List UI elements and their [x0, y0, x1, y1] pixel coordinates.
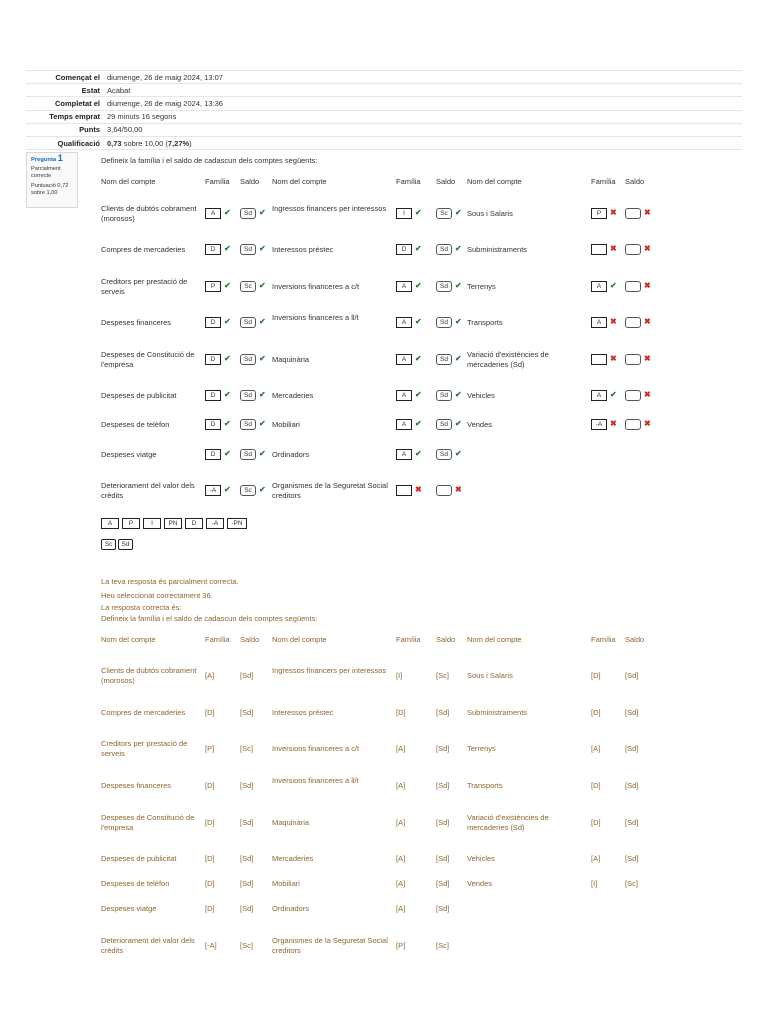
correct-balance: [Sd] [625, 708, 639, 717]
correct-balance: [Sd] [625, 671, 639, 680]
family-drop-box[interactable] [591, 244, 607, 255]
correct-balance: [Sc] [240, 941, 253, 950]
correct-account-name: Ordinadors [272, 904, 310, 913]
correct-account-name: Sous i Salaris [467, 671, 513, 680]
family-drop-box[interactable]: D [205, 419, 221, 430]
correct-check-icon: ✔ [455, 208, 462, 217]
header-family: Família [591, 177, 616, 186]
summary-row-grade: Qualificació 0,73 sobre 10,00 (7,27%) [26, 136, 742, 150]
correct-check-icon: ✔ [455, 281, 462, 290]
family-drop-box[interactable]: A [396, 390, 412, 401]
correct-header-account-name: Nom del compte [272, 635, 327, 644]
correct-account-name: Maquinària [272, 818, 310, 827]
correct-header-family: Família [591, 635, 616, 644]
family-choice-chip[interactable]: A [101, 518, 119, 529]
incorrect-cross-icon: ✖ [610, 244, 617, 253]
balance-drop-box[interactable]: Sd [240, 419, 256, 430]
incorrect-cross-icon: ✖ [644, 281, 651, 290]
incorrect-cross-icon: ✖ [644, 390, 651, 399]
family-drop-box[interactable] [591, 354, 607, 365]
summary-row-time: Temps emprat 29 minuts 16 segons [26, 110, 742, 123]
correct-account-name: Terrenys [467, 744, 496, 753]
balance-drop-box[interactable] [625, 244, 641, 255]
balance-drop-box[interactable] [625, 208, 641, 219]
balance-drop-box[interactable] [625, 317, 641, 328]
account-name: Creditors per prestació de serveis [101, 277, 188, 296]
correct-balance: [Sc] [240, 744, 253, 753]
correct-account-name: Mercaderies [272, 854, 314, 863]
correct-account-name: Deteriorament del valor dels crèdits [101, 936, 195, 955]
correct-header-balance: Saldo [240, 635, 260, 644]
question-info [26, 152, 78, 208]
incorrect-cross-icon: ✖ [644, 354, 651, 363]
correct-account-name: Vendes [467, 879, 493, 888]
correct-balance: [Sc] [625, 879, 638, 888]
correct-family: [D] [205, 854, 215, 863]
family-drop-box[interactable]: D [205, 449, 221, 460]
incorrect-cross-icon: ✖ [610, 317, 617, 326]
correct-family: [P] [396, 941, 406, 950]
correct-check-icon: ✔ [415, 449, 422, 458]
correct-check-icon: ✔ [259, 449, 266, 458]
account-name: Mobiliari [272, 420, 300, 429]
correct-check-icon: ✔ [415, 281, 422, 290]
incorrect-cross-icon: ✖ [415, 485, 422, 494]
correct-family: [D] [591, 708, 601, 717]
correct-family: [A] [396, 818, 406, 827]
family-drop-box[interactable]: D [205, 354, 221, 365]
account-name: Despeses de publicitat [101, 391, 177, 400]
account-name: Despeses viatge [101, 450, 157, 459]
feedback-selected: Heu seleccionat correctament 36. [101, 591, 213, 600]
correct-family: [D] [205, 708, 215, 717]
correct-check-icon: ✔ [224, 317, 231, 326]
correct-check-icon: ✔ [259, 208, 266, 217]
correct-balance: [Sd] [436, 879, 450, 888]
correct-balance: [Sd] [436, 781, 450, 790]
correct-family: [D] [205, 818, 215, 827]
correct-account-name: Ingressos financers per interessos [272, 666, 387, 675]
summary-row-started: Començat el diumenge, 26 de maig 2024, 13:07 [26, 70, 742, 83]
family-drop-box[interactable]: A [591, 281, 607, 292]
summary-row-completed: Completat el diumenge, 26 de maig 2024, 13:36 [26, 96, 742, 109]
family-drop-box[interactable]: A [591, 317, 607, 328]
correct-family: [A] [396, 904, 406, 913]
balance-drop-box[interactable]: Sc [436, 208, 452, 219]
header-balance: Saldo [625, 177, 645, 186]
correct-check-icon: ✔ [455, 390, 462, 399]
correct-family: [D] [205, 781, 215, 790]
correct-family: [D] [205, 879, 215, 888]
correct-account-name: Variació d'existències de mercaderies (Sd) [467, 813, 549, 832]
header-balance: Saldo [240, 177, 260, 186]
header-family: Família [205, 177, 230, 186]
account-name: Inversions financeres a c/t [272, 282, 360, 291]
family-drop-box[interactable] [396, 485, 412, 496]
correct-check-icon: ✔ [415, 317, 422, 326]
family-drop-box[interactable]: A [396, 354, 412, 365]
question-score: Puntuació 0,72 sobre 1,00 [31, 183, 69, 196]
incorrect-cross-icon: ✖ [610, 419, 617, 428]
correct-family: [A] [591, 744, 601, 753]
correct-balance: [Sd] [240, 781, 254, 790]
header-balance: Saldo [436, 177, 456, 186]
correct-balance: [Sd] [625, 781, 639, 790]
correct-check-icon: ✔ [224, 354, 231, 363]
correct-account-name: Organismes de la Seguretat Social creditors [272, 936, 388, 955]
correct-account-name: Inversions financeres a c/t [272, 744, 360, 753]
correct-account-name: Despeses de telèfon [101, 879, 170, 888]
correct-header-account-name: Nom del compte [467, 635, 522, 644]
family-drop-box[interactable]: D [205, 317, 221, 328]
balance-drop-box[interactable]: Sc [240, 281, 256, 292]
correct-check-icon: ✔ [455, 449, 462, 458]
header-account-name: Nom del compte [272, 177, 327, 186]
correct-balance: [Sd] [240, 671, 254, 680]
family-choice-chip[interactable]: -A [206, 518, 224, 529]
account-name: Organismes de la Seguretat Social creditors [272, 481, 388, 500]
correct-check-icon: ✔ [610, 281, 617, 290]
correct-account-name: Despeses viatge [101, 904, 157, 913]
family-choice-chip[interactable]: I [143, 518, 161, 529]
account-name: Subministraments [467, 245, 528, 254]
incorrect-cross-icon: ✖ [644, 317, 651, 326]
family-drop-box[interactable]: -A [591, 419, 607, 430]
account-name: Interessos préstec [272, 245, 334, 254]
correct-balance: [Sd] [625, 744, 639, 753]
correct-family: [A] [396, 879, 406, 888]
correct-check-icon: ✔ [259, 281, 266, 290]
header-family: Família [396, 177, 421, 186]
balance-drop-box[interactable]: Sd [436, 317, 452, 328]
correct-header-family: Família [205, 635, 230, 644]
correct-family: [P] [205, 744, 215, 753]
correct-header-balance: Saldo [436, 635, 456, 644]
correct-family: [A] [396, 744, 406, 753]
account-name: Deteriorament del valor dels crèdits [101, 481, 195, 500]
correct-account-name: Despeses financeres [101, 781, 172, 790]
account-name: Ordinadors [272, 450, 310, 459]
balance-drop-box[interactable]: Sd [240, 208, 256, 219]
correct-check-icon: ✔ [224, 449, 231, 458]
incorrect-cross-icon: ✖ [610, 354, 617, 363]
account-name: Vendes [467, 420, 493, 429]
account-name: Terrenys [467, 282, 496, 291]
question-status: Parcialment correcte [31, 166, 61, 179]
correct-balance: [Sd] [240, 904, 254, 913]
account-name: Maquinària [272, 355, 310, 364]
family-drop-box[interactable]: D [396, 244, 412, 255]
balance-drop-box[interactable]: Sd [240, 244, 256, 255]
correct-account-name: Interessos préstec [272, 708, 334, 717]
balance-drop-box[interactable]: Sc [240, 485, 256, 496]
incorrect-cross-icon: ✖ [455, 485, 462, 494]
correct-account-name: Compres de mercaderies [101, 708, 186, 717]
family-drop-box[interactable]: A [591, 390, 607, 401]
correct-family: [I] [396, 671, 403, 680]
balance-drop-box[interactable]: Sd [436, 244, 452, 255]
question-number: Pregunta 1 [31, 153, 63, 163]
family-drop-box[interactable]: -A [205, 485, 221, 496]
correct-family: [A] [591, 854, 601, 863]
correct-check-icon: ✔ [224, 281, 231, 290]
correct-check-icon: ✔ [415, 354, 422, 363]
correct-account-name: Creditors per prestació de serveis [101, 739, 188, 758]
correct-family: [-A] [205, 941, 217, 950]
balance-drop-box[interactable]: Sd [436, 354, 452, 365]
balance-drop-box[interactable]: Sd [436, 281, 452, 292]
header-account-name: Nom del compte [101, 177, 156, 186]
account-name: Mercaderies [272, 391, 314, 400]
correct-check-icon: ✔ [259, 354, 266, 363]
correct-check-icon: ✔ [415, 208, 422, 217]
correct-check-icon: ✔ [455, 244, 462, 253]
account-name: Clients de dubtós cobrament (morosos) [101, 204, 197, 223]
correct-account-name: Despeses de Constitució de l'empresa [101, 813, 195, 832]
family-drop-box[interactable]: D [205, 244, 221, 255]
account-name: Compres de mercaderies [101, 245, 186, 254]
correct-account-name: Clients de dubtós cobrament (morosos) [101, 666, 197, 685]
incorrect-cross-icon: ✖ [644, 208, 651, 217]
family-drop-box[interactable]: D [205, 390, 221, 401]
summary-row-state: Estat Acabat [26, 83, 742, 96]
correct-check-icon: ✔ [224, 485, 231, 494]
family-choice-chip[interactable]: D [185, 518, 203, 529]
correct-check-icon: ✔ [224, 419, 231, 428]
feedback-partial: La teva resposta és parcialment correcta. [101, 577, 239, 586]
correct-family: [A] [396, 854, 406, 863]
balance-choice-chip[interactable]: Sc [101, 539, 116, 550]
correct-account-name: Transports [467, 781, 503, 790]
balance-drop-box[interactable]: Sd [240, 449, 256, 460]
balance-drop-box[interactable] [625, 354, 641, 365]
family-drop-box[interactable]: A [396, 419, 412, 430]
summary-row-points: Punts 3,64/50,00 [26, 123, 742, 136]
account-name: Ingressos financers per interessos [272, 204, 387, 213]
correct-family: [D] [591, 671, 601, 680]
family-drop-box[interactable]: A [396, 281, 412, 292]
family-drop-box[interactable]: A [396, 449, 412, 460]
balance-drop-box[interactable] [625, 281, 641, 292]
family-drop-box[interactable]: I [396, 208, 412, 219]
correct-check-icon: ✔ [259, 390, 266, 399]
balance-drop-box[interactable] [625, 390, 641, 401]
grade-value: 0,73 sobre 10,00 (7,27%) [107, 138, 192, 148]
balance-drop-box[interactable]: Sd [436, 419, 452, 430]
family-choice-chip[interactable]: -PN [227, 518, 247, 529]
correct-account-name: Vehicles [467, 854, 495, 863]
question-text: Defineix la família i el saldo de cadascun dels comptes següents: [101, 156, 318, 165]
incorrect-cross-icon: ✖ [644, 244, 651, 253]
correct-account-name: Mobiliari [272, 879, 300, 888]
correct-check-icon: ✔ [224, 390, 231, 399]
correct-check-icon: ✔ [455, 419, 462, 428]
account-name: Despeses de telèfon [101, 420, 170, 429]
family-drop-box[interactable]: P [205, 281, 221, 292]
correct-balance: [Sd] [240, 854, 254, 863]
balance-choice-chip[interactable]: Sd [118, 539, 133, 550]
correct-check-icon: ✔ [455, 317, 462, 326]
balance-drop-box[interactable]: Sd [436, 449, 452, 460]
correct-check-icon: ✔ [259, 244, 266, 253]
correct-check-icon: ✔ [415, 390, 422, 399]
incorrect-cross-icon: ✖ [610, 208, 617, 217]
correct-balance: [Sd] [436, 854, 450, 863]
correct-balance: [Sd] [240, 708, 254, 717]
correct-family: [D] [205, 904, 215, 913]
account-name: Despeses financeres [101, 318, 172, 327]
family-choice-chip[interactable]: PN [164, 518, 182, 529]
correct-check-icon: ✔ [610, 390, 617, 399]
balance-drop-box[interactable]: Sd [240, 354, 256, 365]
family-drop-box[interactable]: P [591, 208, 607, 219]
correct-balance: [Sd] [240, 818, 254, 827]
family-drop-box[interactable]: A [205, 208, 221, 219]
correct-family: [A] [396, 781, 406, 790]
balance-drop-box[interactable] [625, 419, 641, 430]
correct-check-icon: ✔ [224, 208, 231, 217]
correct-family: [D] [591, 818, 601, 827]
correct-header-balance: Saldo [625, 635, 645, 644]
balance-drop-box[interactable]: Sd [436, 390, 452, 401]
correct-check-icon: ✔ [259, 317, 266, 326]
correct-balance: [Sd] [240, 879, 254, 888]
correct-account-name: Subministraments [467, 708, 528, 717]
correct-account-name: Inversions financeres a ll/t [272, 776, 359, 785]
balance-drop-box[interactable]: Sd [240, 390, 256, 401]
correct-balance: [Sc] [436, 941, 449, 950]
correct-check-icon: ✔ [224, 244, 231, 253]
correct-family: [D] [591, 781, 601, 790]
account-name: Variació d'existències de mercaderies (Sd) [467, 350, 549, 369]
family-choice-chip[interactable]: P [122, 518, 140, 529]
balance-drop-box[interactable] [436, 485, 452, 496]
correct-balance: [Sd] [436, 708, 450, 717]
incorrect-cross-icon: ✖ [644, 419, 651, 428]
correct-balance: [Sd] [625, 854, 639, 863]
correct-header-family: Família [396, 635, 421, 644]
account-name: Transports [467, 318, 503, 327]
correct-balance: [Sd] [625, 818, 639, 827]
account-name: Sous i Salaris [467, 209, 513, 218]
correct-family: [A] [205, 671, 215, 680]
correct-check-icon: ✔ [259, 485, 266, 494]
account-name: Vehicles [467, 391, 495, 400]
account-name: Despeses de Constitució de l'empresa [101, 350, 195, 369]
attempt-summary [26, 70, 742, 150]
correct-check-icon: ✔ [259, 419, 266, 428]
correct-balance: [Sd] [436, 744, 450, 753]
correct-balance: [Sd] [436, 818, 450, 827]
family-drop-box[interactable]: A [396, 317, 412, 328]
correct-balance: [Sc] [436, 671, 449, 680]
correct-header-account-name: Nom del compte [101, 635, 156, 644]
header-account-name: Nom del compte [467, 177, 522, 186]
correct-family: [D] [396, 708, 406, 717]
feedback-correct-intro: La resposta correcta és: [101, 603, 182, 612]
correct-check-icon: ✔ [415, 244, 422, 253]
account-name: Inversions financeres a ll/t [272, 313, 359, 322]
correct-account-name: Despeses de publicitat [101, 854, 177, 863]
balance-drop-box[interactable]: Sd [240, 317, 256, 328]
correct-family: [I] [591, 879, 598, 888]
correct-check-icon: ✔ [455, 354, 462, 363]
feedback-question: Defineix la família i el saldo de cadascun dels comptes següents: [101, 614, 318, 623]
correct-balance: [Sd] [436, 904, 450, 913]
correct-check-icon: ✔ [415, 419, 422, 428]
